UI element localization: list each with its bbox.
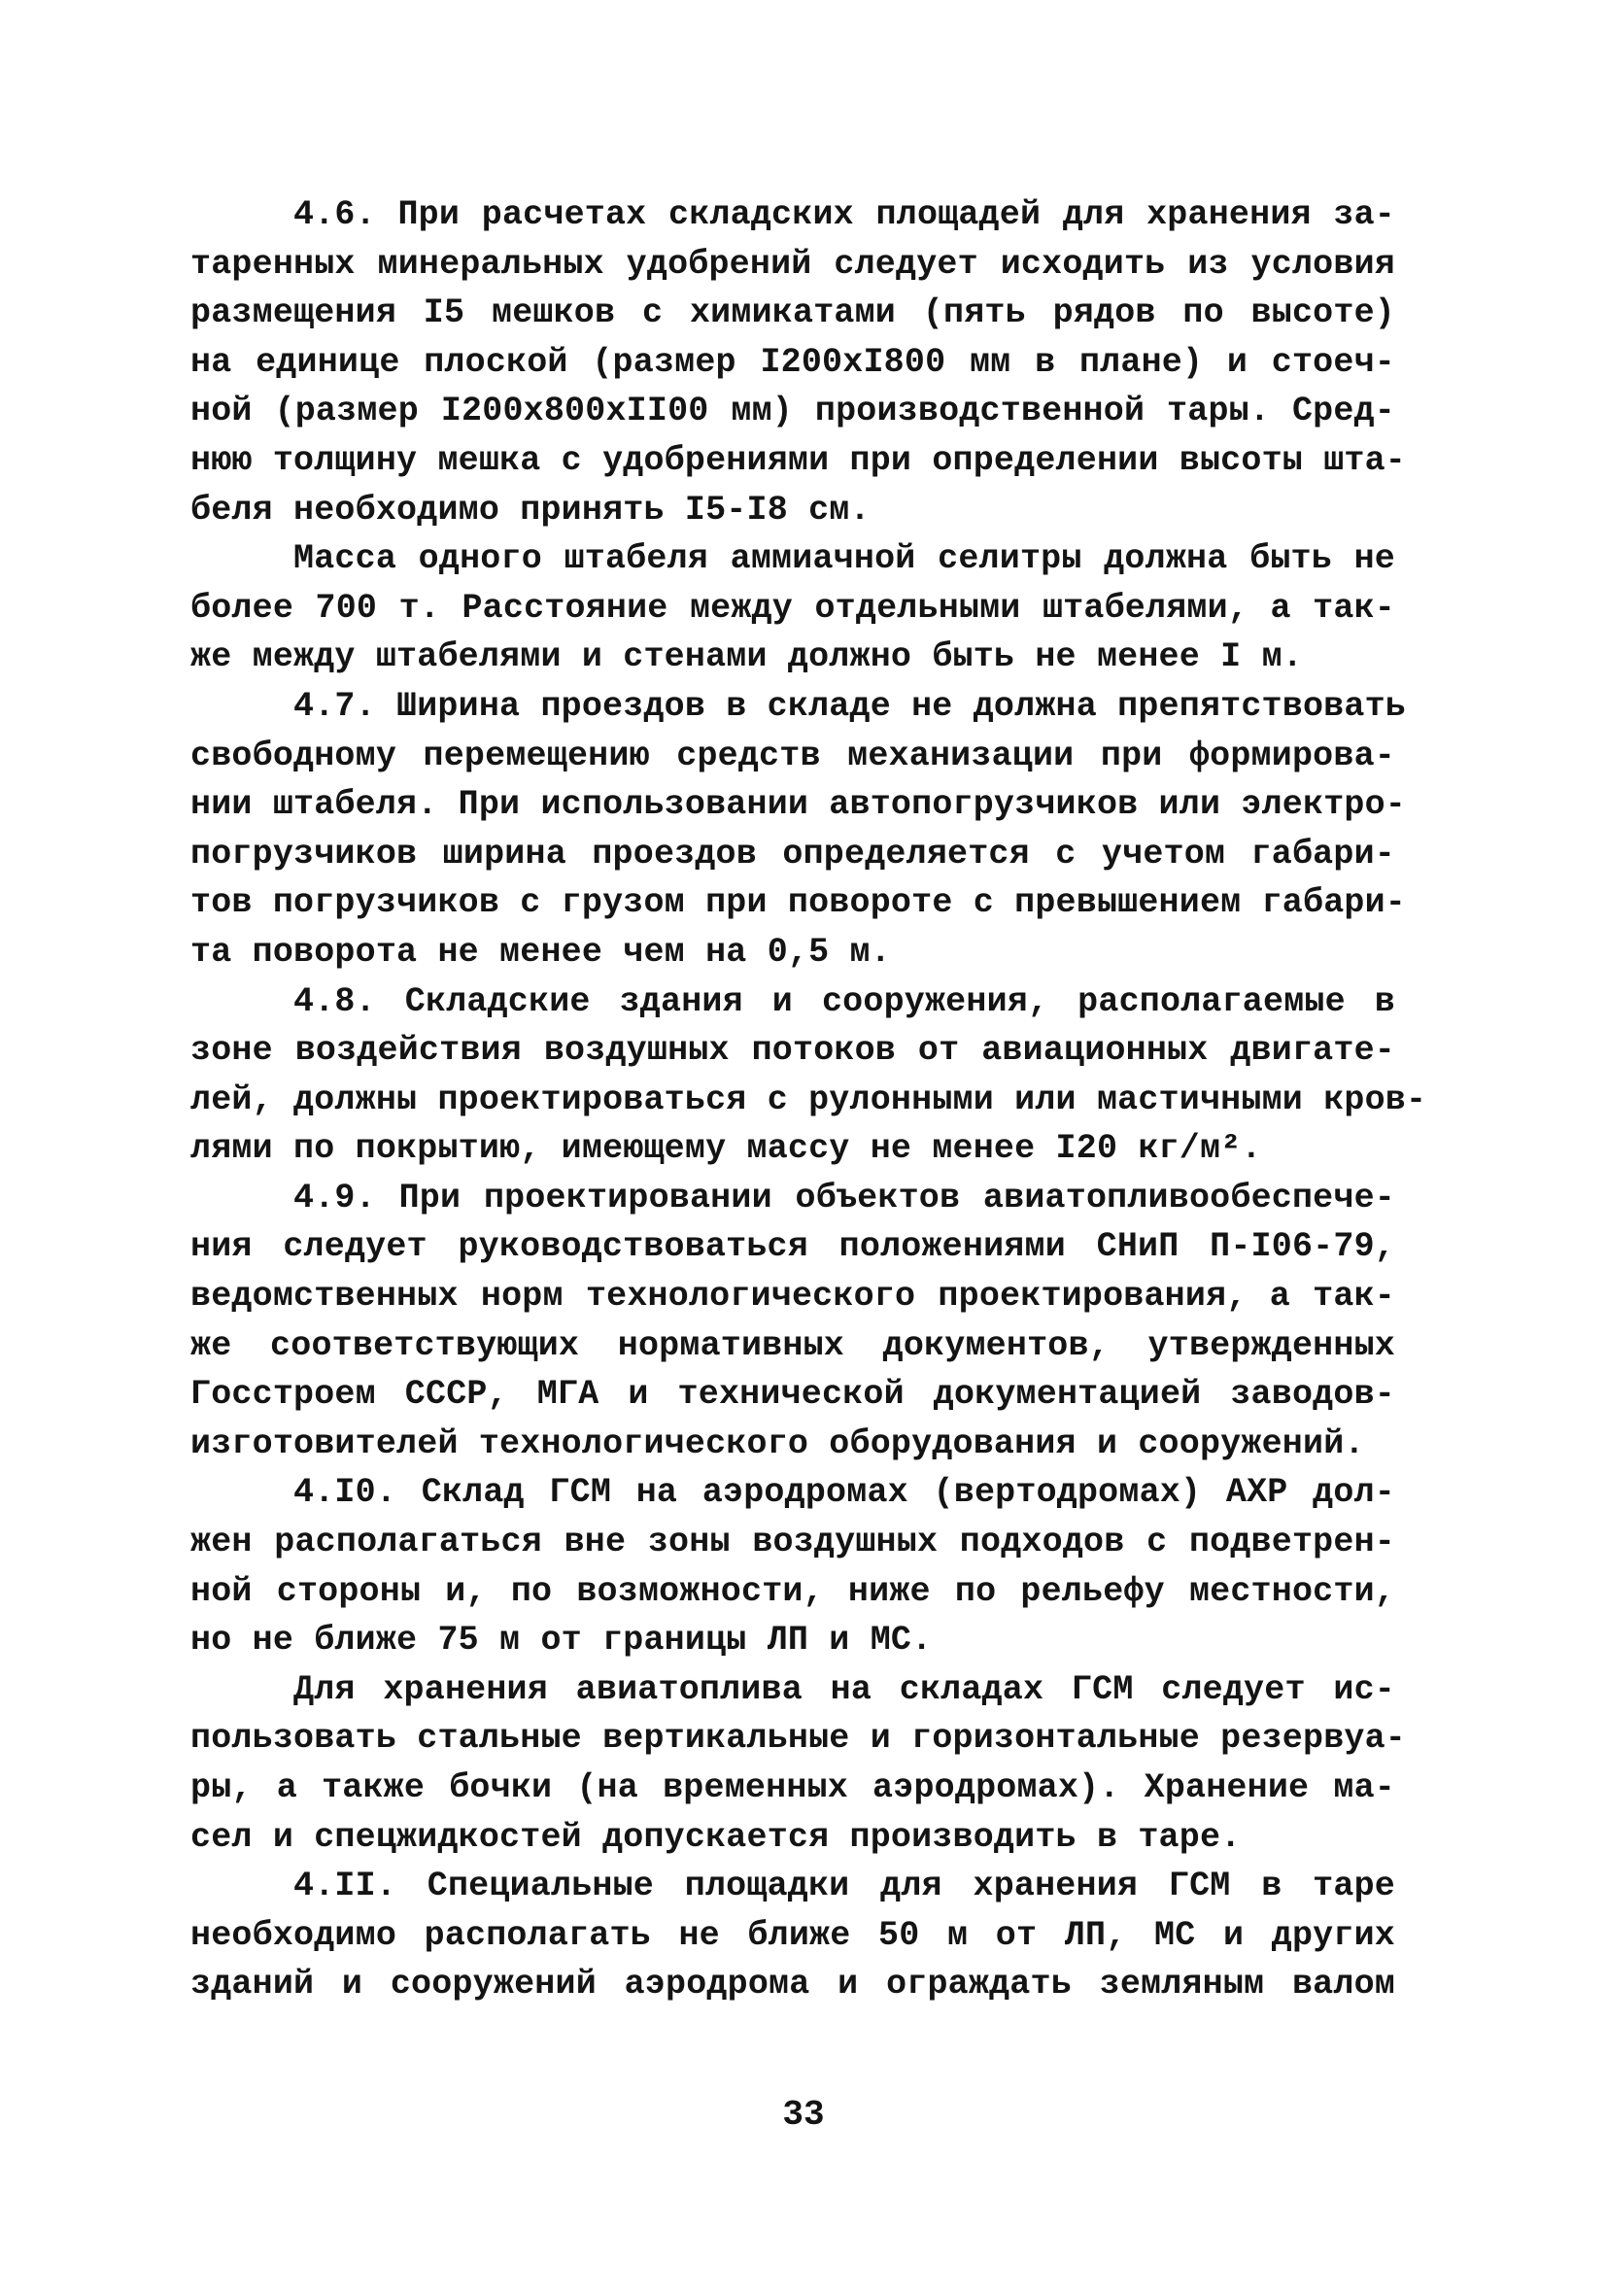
text-line: 4.8. Складские здания и сооружения, располагаемые в [293, 981, 1395, 1021]
text-line: 4.II. Специальные площадки для хранения ГСМ в таре [293, 1867, 1395, 1906]
text-line: но не ближе 75 м от границы ЛП и МС. [190, 1621, 933, 1661]
text-line: размещения I5 мешков с химикатами (пять рядов по высоте) [190, 293, 1395, 333]
text-line: 4.7. Ширина проездов в складе не должна препятствовать [293, 686, 1406, 726]
text-line: же соответствующих нормативных документов, утвержденных [190, 1325, 1395, 1365]
text-line: необходимо располагать не ближе 50 м от ЛП, МС и других [190, 1915, 1395, 1955]
page-number: 33 [782, 2095, 825, 2135]
text-line: ведомственных норм технологического проектирования, а так- [190, 1277, 1395, 1317]
text-line: пользовать стальные вертикальные и горизонтальные резервуа- [190, 1719, 1407, 1759]
text-line: погрузчиков ширина проездов определяется с учетом габари- [190, 834, 1395, 874]
text-line: Масса одного штабеля аммиачной селитры должна быть не [293, 539, 1395, 579]
text-line: беля необходимо принять I5-I8 см. [190, 490, 871, 530]
text-line: та поворота не менее чем на 0,5 м. [190, 932, 891, 972]
text-line: Госстроем СССР, МГА и технической документацией заводов- [190, 1375, 1395, 1415]
text-line: зданий и сооружений аэродрома и ограждать земляным валом [190, 1965, 1395, 2005]
text-line: свободному перемещению средств механизации при формирова- [190, 736, 1395, 775]
text-line: ры, а также бочки (на временных аэродромах). Хранение ма- [190, 1768, 1395, 1807]
body-text [190, 190, 1427, 2009]
text-line: нюю толщину мешка с удобрениями при определении высоты шта- [190, 440, 1407, 480]
text-line: таренных минеральных удобрений следует исходить из условия [190, 244, 1395, 284]
text-line: на единице плоской (размер I200xI800 мм в плане) и стоеч- [190, 342, 1395, 382]
text-line: лей, должны проектироваться с рулонными или мастичными кров- [190, 1079, 1427, 1119]
text-line: же между штабелями и стенами должно быть не менее I м. [190, 637, 1303, 677]
text-line: 4.I0. Склад ГСМ на аэродромах (вертодромах) АХР дол- [293, 1473, 1395, 1513]
text-line: ной (размер I200x800xII00 мм) производственной тары. Сред- [190, 392, 1395, 431]
text-line: ния следует руководствоваться положениями СНиП П-I06-79, [190, 1227, 1395, 1267]
text-line: сел и спецжидкостей допускается производить в таре. [190, 1817, 1242, 1857]
text-line: ной стороны и, по возможности, ниже по рельефу местности, [190, 1571, 1395, 1611]
text-line: 4.6. При расчетах складских площадей для хранения за- [293, 195, 1395, 234]
text-line: жен располагаться вне зоны воздушных подходов с подветрен- [190, 1523, 1395, 1562]
text-line: изготовителей технологического оборудования и сооружений. [190, 1423, 1365, 1463]
text-line: лями по покрытию, имеющему массу не менее I20 кг/м². [190, 1129, 1262, 1169]
text-line: Для хранения авиатоплива на складах ГСМ следует ис- [293, 1669, 1395, 1709]
text-line: более 700 т. Расстояние между отдельными штабелями, а так- [190, 588, 1395, 628]
text-line: нии штабеля. При использовании автопогрузчиков или электро- [190, 785, 1407, 825]
text-line: зоне воздействия воздушных потоков от авиационных двигате- [190, 1031, 1395, 1071]
text-line: тов погрузчиков с грузом при повороте с превышением габари- [190, 883, 1407, 923]
text-line: 4.9. При проектировании объектов авиатопливообеспече- [293, 1178, 1395, 1217]
